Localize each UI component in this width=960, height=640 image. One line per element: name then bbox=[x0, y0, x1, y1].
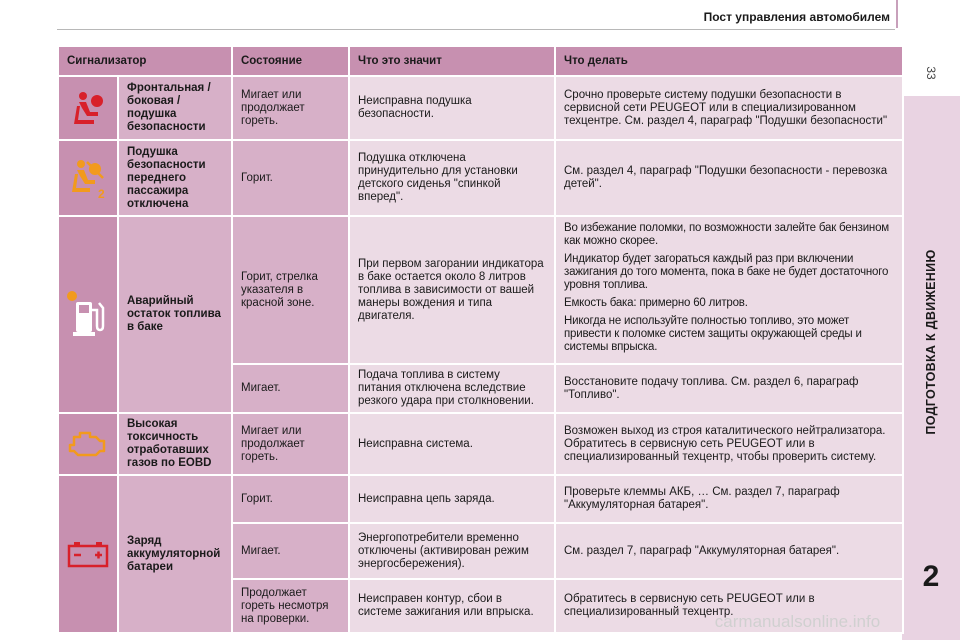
svg-text:2: 2 bbox=[98, 187, 105, 200]
action-cell: См. раздел 7, параграф "Аккумуляторная батарея". bbox=[555, 523, 903, 579]
header-tick bbox=[896, 0, 898, 28]
action-notes-cell bbox=[555, 216, 903, 364]
action-cell: Восстановите подачу топлива. См. раздел 6, параграф "Топливо". bbox=[555, 364, 903, 413]
passenger-airbag-off-icon bbox=[58, 140, 118, 216]
page-header-title: Пост управления автомобилем bbox=[703, 10, 890, 24]
table-header-row bbox=[58, 46, 903, 76]
indicator-name: Фронтальная / боковая / подушка безопасности bbox=[118, 76, 232, 140]
state-cell: Горит. bbox=[232, 475, 349, 523]
table-row bbox=[58, 76, 903, 140]
chapter-number: 2 bbox=[922, 560, 940, 593]
state-cell: Мигает. bbox=[232, 364, 349, 413]
engine-check-icon bbox=[58, 413, 118, 475]
column-header-indicator: Сигнализатор bbox=[58, 46, 232, 76]
page-number: 33 bbox=[924, 66, 938, 80]
action-note: Индикатор будет загораться каждый раз при включении зажигания до того момента, пока в баке не будет достаточного уровня топлива. bbox=[564, 253, 889, 291]
action-note: Никогда не используйте полностью топливо, это может привести к поломке систем защиты окружающей среды и системы впрыска. bbox=[564, 315, 862, 353]
state-cell: Мигает. bbox=[232, 523, 349, 579]
column-header-meaning: Что это значит bbox=[349, 46, 555, 76]
indicator-name: Аварийный остаток топлива в баке bbox=[118, 216, 232, 413]
meaning-cell: Энергопотребители временно отключены (активирован режим энергосбережения). bbox=[349, 523, 555, 579]
airbag-warning-icon bbox=[58, 76, 118, 140]
table-row bbox=[58, 413, 903, 475]
meaning-cell: Неисправна подушка безопасности. bbox=[349, 76, 555, 140]
watermark: carmanualsonline.info bbox=[714, 612, 881, 631]
table-row bbox=[58, 475, 903, 523]
indicator-name: Высокая токсичность отработавших газов по EOBD bbox=[118, 413, 232, 475]
battery-charge-icon bbox=[58, 475, 118, 633]
meaning-cell: Подача топлива в систему питания отключена вследствие резкого удара при столкновении. bbox=[349, 364, 555, 413]
table-row bbox=[58, 216, 903, 364]
column-header-state: Состояние bbox=[232, 46, 349, 76]
state-cell: Продолжает гореть несмотря на проверки. bbox=[232, 579, 349, 633]
column-header-action: Что делать bbox=[555, 46, 903, 76]
indicator-name: Подушка безопасности переднего пассажира отключена bbox=[118, 140, 232, 216]
action-cell: Возможен выход из строя каталитического нейтрализатора. Обратитесь в сервисную сеть PEUGEOT или в специализированный техцентр, чтобы проверить систему. bbox=[555, 413, 903, 475]
state-cell: Горит. bbox=[232, 140, 349, 216]
action-cell: Проверьте клеммы АКБ, … См. раздел 7, параграф "Аккумуляторная батарея". bbox=[555, 475, 903, 523]
table-row bbox=[58, 140, 903, 216]
meaning-cell: Неисправен контур, сбои в системе зажигания или впрыска. bbox=[349, 579, 555, 633]
action-note: Емкость бака: примерно 60 литров. bbox=[564, 297, 748, 309]
action-cell: См. раздел 4, параграф "Подушки безопасности - перевозка детей". bbox=[555, 140, 903, 216]
action-note: Во избежание поломки, по возможности залейте бак бензином как можно скорее. bbox=[564, 222, 889, 247]
state-cell: Горит, стрелка указателя в красной зоне. bbox=[232, 216, 349, 364]
warning-lights-table bbox=[57, 45, 904, 634]
header-divider bbox=[57, 29, 895, 30]
meaning-cell: Неисправна цепь заряда. bbox=[349, 475, 555, 523]
meaning-cell: При первом загорании индикатора в баке остается около 8 литров топлива в зависимости от вашей манеры вождения и типа двигателя. bbox=[349, 216, 555, 364]
meaning-cell: Подушка отключена принудительно для установки детского сиденья "спинкой вперед". bbox=[349, 140, 555, 216]
indicator-name: Заряд аккумуляторной батареи bbox=[118, 475, 232, 633]
meaning-cell: Неисправна система. bbox=[349, 413, 555, 475]
state-cell: Мигает или продолжает гореть. bbox=[232, 76, 349, 140]
state-cell: Мигает или продолжает гореть. bbox=[232, 413, 349, 475]
action-cell: Срочно проверьте систему подушки безопасности в сервисной сети PEUGEOT или в специализированном техцентре. См. раздел 4, параграф "Подушки безопасности" bbox=[555, 76, 903, 140]
action-cell: Обратитесь в сервисную сеть PEUGEOT или в специализированный техцентр. bbox=[555, 579, 903, 633]
fuel-low-icon bbox=[58, 216, 118, 413]
